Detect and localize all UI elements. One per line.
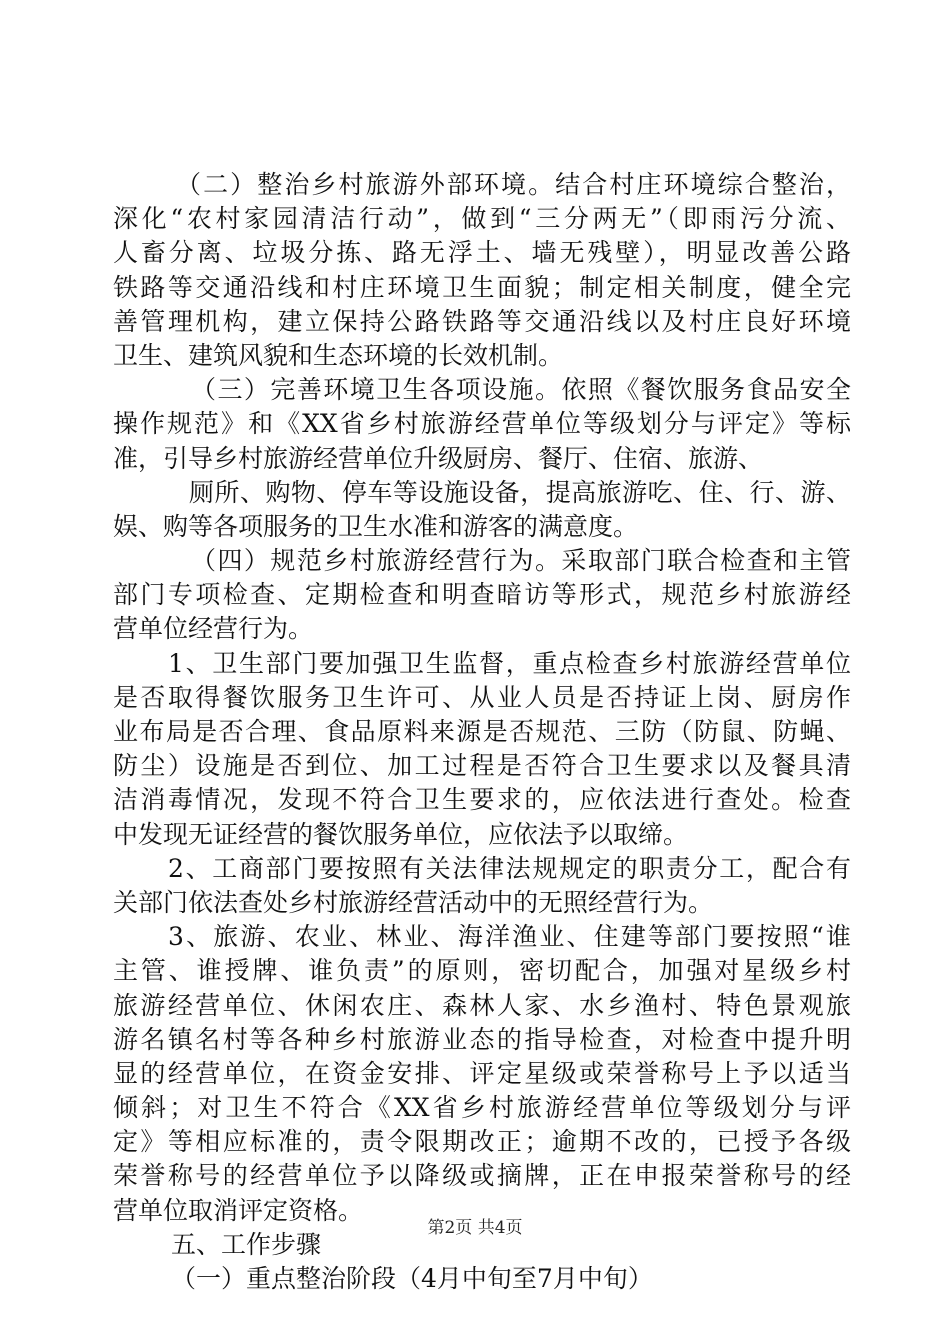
paragraph-line: （二）整治乡村旅游外部环境。结合村庄环境综合整治， <box>176 170 851 199</box>
paragraph-line: （四）规范乡村旅游经营行为。采取部门联合检查和主管 <box>191 546 851 576</box>
paragraph-line: 准，引导乡村旅游经营单位升级厨房、餐厅、住宿、旅游、 <box>113 443 764 473</box>
page-number-footer: 第2页 共4页 <box>427 1218 523 1238</box>
paragraph-line: 是否取得餐饮服务卫生许可、从业人员是否持证上岗、厨房作 <box>113 682 851 712</box>
paragraph-line: 善管理机构，建立保持公路铁路等交通沿线以及村庄良好环境 <box>113 306 851 336</box>
paragraph-line: 部门专项检查、定期检查和明查暗访等形式，规范乡村旅游经 <box>113 580 851 610</box>
paragraph-line: 1、卫生部门要加强卫生监督，重点检查乡村旅游经营单位 <box>168 648 851 678</box>
paragraph-line: 营单位取消评定资格。 <box>113 1195 364 1225</box>
document-body <box>113 168 851 1296</box>
paragraph-line: 荣誉称号的经营单位予以降级或摘牌，正在申报荣誉称号的经 <box>113 1161 851 1191</box>
paragraph-line: 深化“农村家园清洁行动”，做到“三分两无”（即雨污分流、 <box>113 204 851 234</box>
paragraph-line: 洁消毒情况，发现不符合卫生要求的，应依法进行查处。检查 <box>113 785 851 815</box>
paragraph-line: 2、工商部门要按照有关法律法规规定的职责分工，配合有 <box>168 853 851 883</box>
paragraph-line: 铁路等交通沿线和村庄环境卫生面貌；制定相关制度，健全完 <box>113 272 851 302</box>
paragraph-line: 防尘）设施是否到位、加工过程是否符合卫生要求以及餐具清 <box>113 751 851 781</box>
paragraph-line: 娱、购等各项服务的卫生水准和游客的满意度。 <box>113 511 639 541</box>
paragraph-line: 关部门依法查处乡村旅游经营活动中的无照经营行为。 <box>113 887 714 917</box>
paragraph-line: 游名镇名村等各种乡村旅游业态的指导检查，对检查中提升明 <box>113 1024 851 1054</box>
paragraph-line: 显的经营单位，在资金安排、评定星级或荣誉称号上予以适当 <box>113 1058 851 1088</box>
paragraph-line: 厕所、购物、停车等设施设备，提高旅游吃、住、行、游、 <box>189 477 851 507</box>
paragraph-line: （三）完善环境卫生各项设施。依照《餐饮服务食品安全 <box>191 375 851 405</box>
paragraph-line: 业布局是否合理、食品原料来源是否规范、三防（防鼠、防蝇、 <box>113 717 851 746</box>
section-heading: 五、工作步骤 <box>171 1229 322 1259</box>
paragraph-line: 定》等相应标准的，责令限期改正；逾期不改的，已授予各级 <box>113 1127 851 1157</box>
paragraph-line: 3、旅游、农业、林业、海洋渔业、住建等部门要按照“谁 <box>168 922 851 952</box>
paragraph-line: 中发现无证经营的餐饮服务单位，应依法予以取缔。 <box>113 819 689 849</box>
paragraph-line: 营单位经营行为。 <box>113 614 314 644</box>
paragraph-line: 主管、谁授牌、谁负责”的原则，密切配合，加强对星级乡村 <box>113 956 851 986</box>
paragraph-line: 人畜分离、垃圾分拣、路无浮土、墙无残壁），明显改善公路 <box>113 238 851 268</box>
paragraph-line: 旅游经营单位、休闲农庄、森林人家、水乡渔村、特色景观旅 <box>113 990 851 1020</box>
paragraph-line: 卫生、建筑风貌和生态环境的长效机制。 <box>113 340 564 370</box>
paragraph-line: 倾斜；对卫生不符合《XX省乡村旅游经营单位等级划分与评 <box>113 1093 851 1123</box>
subsection-heading: （一）重点整治阶段（4月中旬至7月中旬） <box>171 1264 653 1293</box>
paragraph-line: 操作规范》和《XX省乡村旅游经营单位等级划分与评定》等标 <box>113 409 851 439</box>
